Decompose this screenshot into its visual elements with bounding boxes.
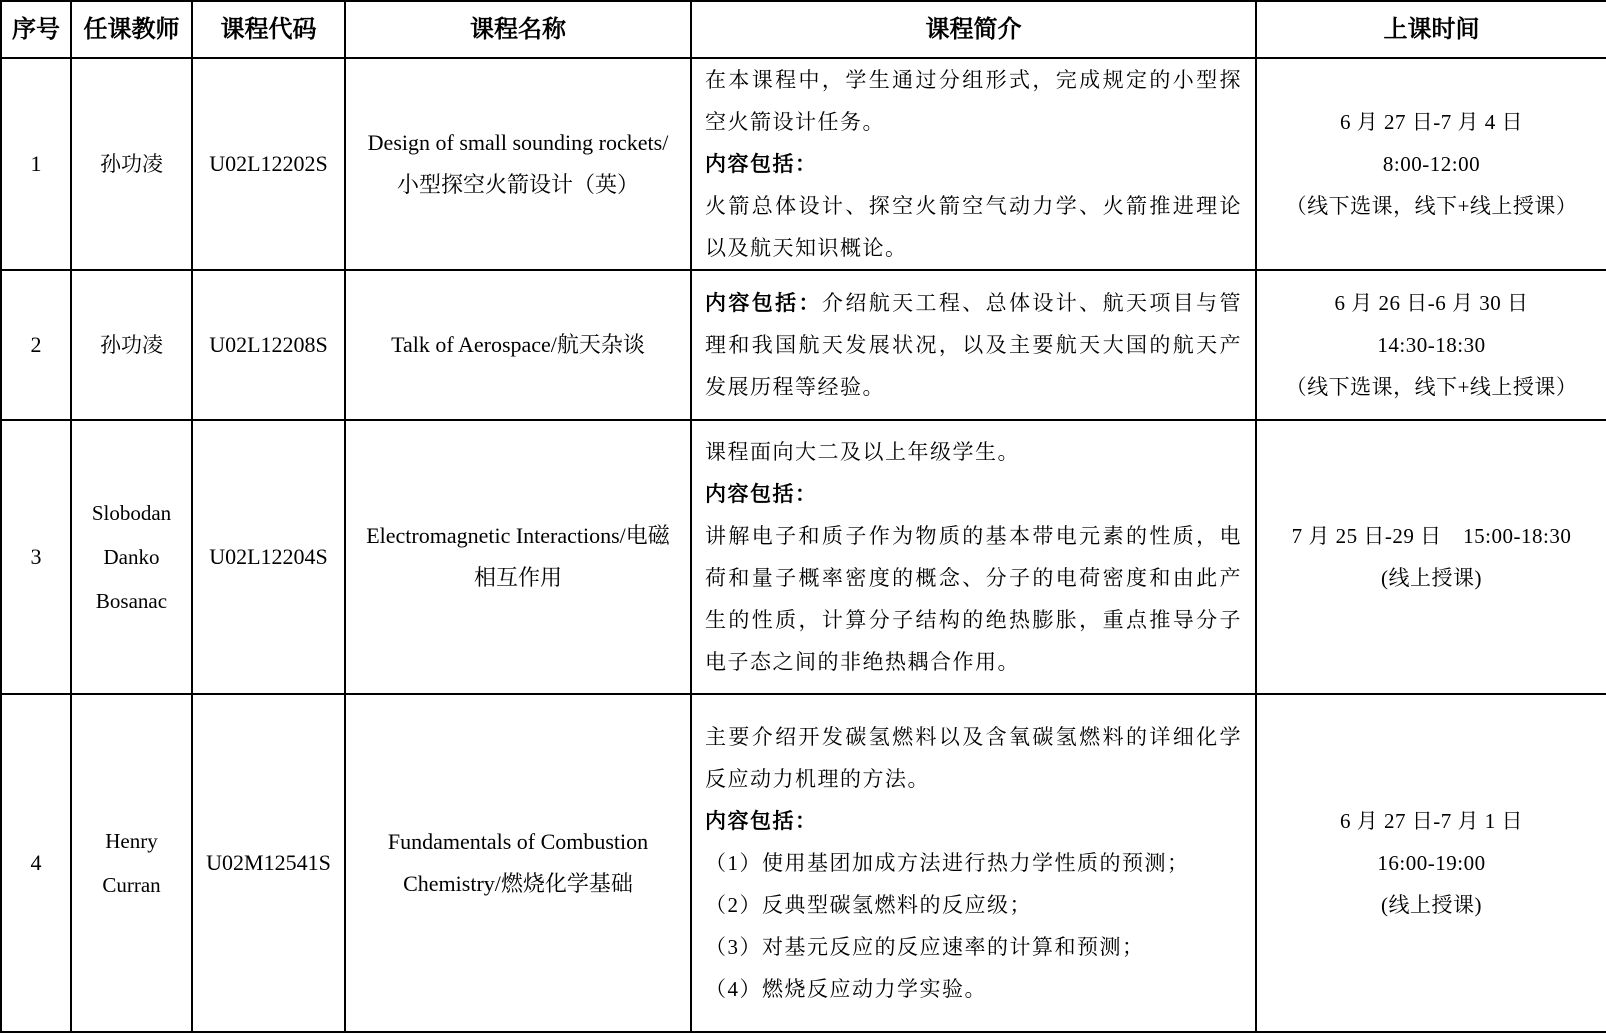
table-row — [1, 270, 1606, 420]
course-name-line: Electromagnetic Interactions/电磁 — [366, 523, 670, 548]
time-mode: （线下选课，线下+线上授课） — [1285, 194, 1578, 218]
row-number: 2 — [1, 270, 71, 420]
intro-paragraph — [705, 282, 1242, 408]
table-row — [1, 694, 1606, 1032]
intro-label: 内容包括： — [705, 152, 818, 176]
time-mode: （线下选课，线下+线上授课） — [1285, 375, 1578, 399]
intro-list-item: （2）反典型碳氢燃料的反应级； — [705, 893, 1032, 917]
column-header-code: 课程代码 — [192, 1, 345, 58]
intro-paragraph: 讲解电子和质子作为物质的基本带电元素的性质，电荷和量子概率密度的概念、分子的电荷密度和由此产生的性质，计算分子结构的绝热膨胀，重点推导分子电子态之间的非绝热耦合作用。 — [705, 524, 1242, 674]
column-header-name: 课程名称 — [345, 1, 691, 58]
time-hours: 14:30-18:30 — [1377, 333, 1486, 357]
course-name-line: Fundamentals of Combustion — [387, 829, 649, 854]
course-intro — [691, 58, 1256, 270]
table-row — [1, 420, 1606, 694]
course-intro — [691, 420, 1256, 694]
intro-list-item: （3）对基元反应的反应速率的计算和预测； — [705, 935, 1145, 959]
row-number: 3 — [1, 420, 71, 694]
intro-paragraph: 课程面向大二及以上年级学生。 — [705, 440, 1020, 464]
teacher-name: 孙功凌 — [71, 270, 192, 420]
teacher-name: 孙功凌 — [71, 58, 192, 270]
intro-list-item: （4）燃烧反应动力学实验。 — [705, 977, 987, 1001]
intro-label: 内容包括： — [705, 482, 818, 506]
intro-label: 内容包括： — [705, 291, 822, 315]
course-code: U02M12541S — [192, 694, 345, 1032]
time-hours: 8:00-12:00 — [1382, 152, 1481, 176]
course-name-line: 相互作用 — [473, 565, 562, 590]
course-intro — [691, 270, 1256, 420]
time-date: 6 月 27 日-7 月 1 日 — [1340, 809, 1523, 833]
intro-paragraph: 主要介绍开发碳氢燃料以及含氧碳氢燃料的详细化学反应动力机理的方法。 — [705, 725, 1242, 791]
course-intro — [691, 694, 1256, 1032]
column-header-intro: 课程简介 — [691, 1, 1256, 58]
course-code: U02L12204S — [192, 420, 345, 694]
class-time — [1256, 420, 1606, 694]
class-time — [1256, 58, 1606, 270]
course-name — [345, 270, 691, 420]
time-date: 6 月 26 日-6 月 30 日 — [1334, 291, 1529, 315]
row-number: 1 — [1, 58, 71, 270]
row-number: 4 — [1, 694, 71, 1032]
column-header-teacher: 任课教师 — [71, 1, 192, 58]
intro-text: 介绍航天工程、总体设计、航天项目与管理和我国航天发展状况，以及主要航天大国的航天产发展历程等经验。 — [705, 291, 1243, 399]
course-code: U02L12202S — [192, 58, 345, 270]
class-time — [1256, 694, 1606, 1032]
time-mode: (线上授课) — [1381, 566, 1482, 590]
course-code: U02L12208S — [192, 270, 345, 420]
header-row — [1, 1, 1606, 58]
table-row — [1, 58, 1606, 270]
time-mode: (线上授课) — [1381, 893, 1482, 917]
teacher-name: Henry Curran — [71, 694, 192, 1032]
time-hours: 16:00-19:00 — [1377, 851, 1486, 875]
class-time — [1256, 270, 1606, 420]
teacher-name: Slobodan Danko Bosanac — [71, 420, 192, 694]
course-name-line: Chemistry/燃烧化学基础 — [403, 871, 633, 896]
time-date: 7 月 25 日-29 日 15:00-18:30 — [1291, 524, 1572, 548]
intro-paragraph: 火箭总体设计、探空火箭空气动力学、火箭推进理论以及航天知识概论。 — [705, 194, 1242, 260]
intro-paragraph: 在本课程中，学生通过分组形式，完成规定的小型探空火箭设计任务。 — [705, 68, 1242, 134]
course-name — [345, 58, 691, 270]
course-name — [345, 420, 691, 694]
course-name-line: Talk of Aerospace/航天杂谈 — [391, 332, 645, 357]
time-date: 6 月 27 日-7 月 4 日 — [1340, 110, 1523, 134]
course-name — [345, 694, 691, 1032]
column-header-no: 序号 — [1, 1, 71, 58]
column-header-time: 上课时间 — [1256, 1, 1606, 58]
intro-list-item: （1）使用基团加成方法进行热力学性质的预测； — [705, 851, 1190, 875]
course-name-line: Design of small sounding rockets/ — [367, 130, 669, 155]
intro-label: 内容包括： — [705, 809, 818, 833]
course-name-line: 小型探空火箭设计（英） — [396, 172, 639, 197]
